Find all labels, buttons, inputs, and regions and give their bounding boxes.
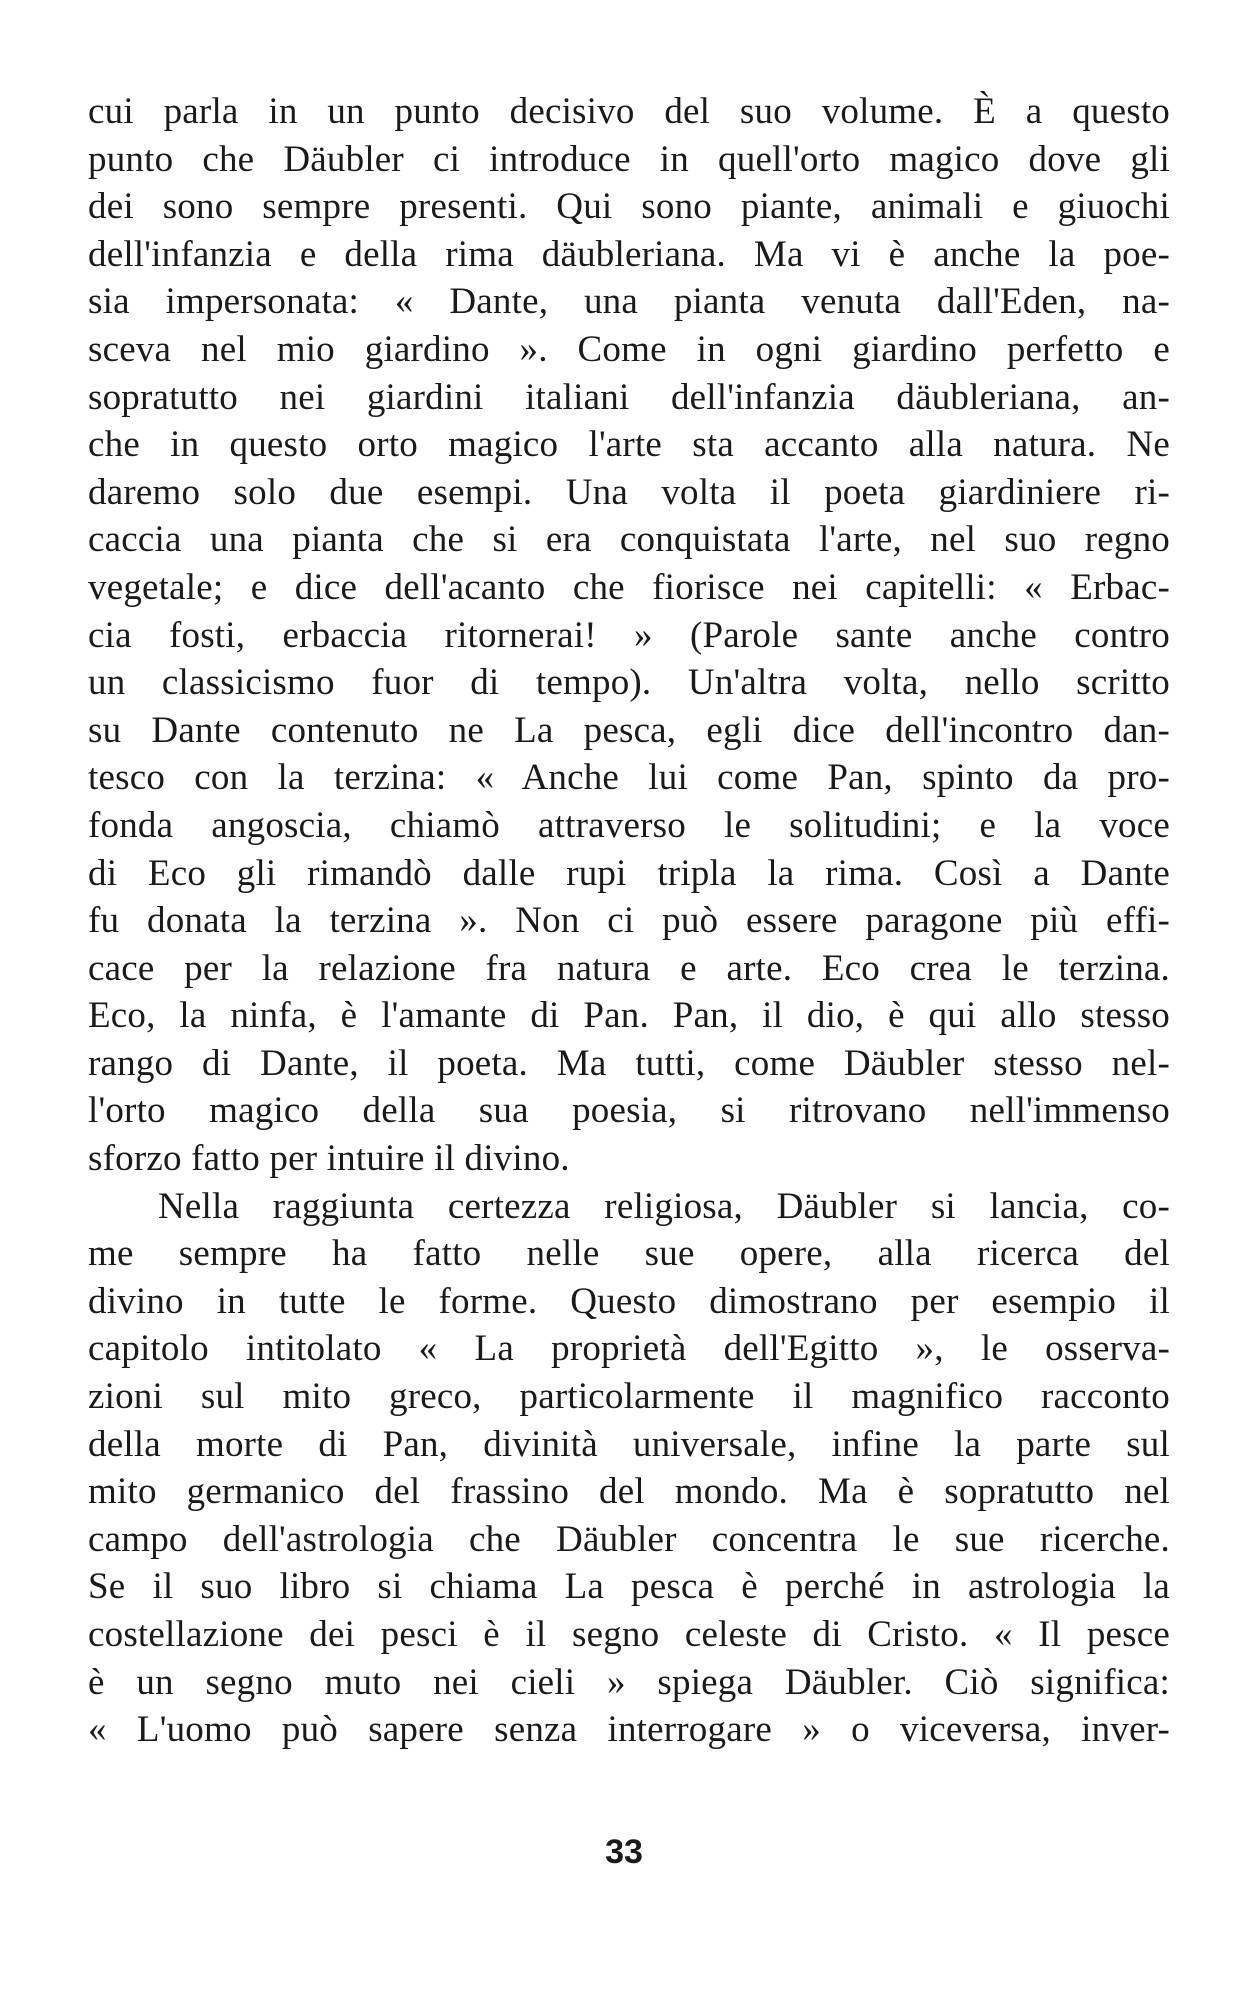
text-line: di Eco gli rimandò dalle rupi tripla la rima. Così a Dante (88, 852, 1170, 894)
text-line: un classicismo fuor di tempo). Un'altra volta, nello scritto (88, 662, 1170, 704)
text-line: dei sono sempre presenti. Qui sono piante, animali e giuochi (88, 186, 1170, 228)
paragraph-2 (88, 1183, 1170, 1754)
text-line: sceva nel mio giardino ». Come in ogni giardino perfetto e (88, 328, 1170, 370)
text-line: che in questo orto magico l'arte sta accanto alla natura. Ne (88, 424, 1170, 466)
text-line: cui parla in un punto decisivo del suo volume. È a questo (88, 91, 1170, 132)
text-line: daremo solo due esempi. Una volta il poeta giardiniere ri- (88, 471, 1170, 513)
text-line: me sempre ha fatto nelle sue opere, alla ricerca del (88, 1233, 1170, 1275)
text-line: costellazione dei pesci è il segno celeste di Cristo. « Il pesce (88, 1614, 1170, 1655)
text-line: Se il suo libro si chiama La pesca è perché in astrologia la (88, 1566, 1170, 1608)
text-line: fu donata la terzina ». Non ci può essere paragone più effi- (88, 900, 1170, 942)
text-line: sia impersonata: « Dante, una pianta venuta dall'Eden, na- (88, 281, 1170, 323)
text-line: cia fosti, erbaccia ritornerai! » (Parole sante anche contro (88, 614, 1170, 656)
text-line: è un segno muto nei cieli » spiega Däubler. Ciò significa: (88, 1661, 1170, 1703)
text-line: l'orto magico della sua poesia, si ritrovano nell'immenso (88, 1090, 1170, 1132)
text-line: punto che Däubler ci introduce in quell'orto magico dove gli (88, 138, 1170, 180)
paragraph-1 (88, 88, 1170, 1183)
text-line: Eco, la ninfa, è l'amante di Pan. Pan, il dio, è qui allo stesso (88, 995, 1170, 1037)
text-line: su Dante contenuto ne La pesca, egli dice dell'incontro dan- (88, 709, 1170, 751)
text-line: caccia una pianta che si era conquistata l'arte, nel suo regno (88, 519, 1170, 561)
text-line: zioni sul mito greco, particolarmente il magnifico racconto (88, 1376, 1170, 1418)
text-line: rango di Dante, il poeta. Ma tutti, come Däubler stesso nel- (88, 1042, 1170, 1084)
text-line: dell'infanzia e della rima däubleriana. Ma vi è anche la poe- (88, 233, 1170, 275)
text-line: cace per la relazione fra natura e arte. Eco crea le terzina. (88, 947, 1170, 989)
text-line: della morte di Pan, divinità universale, infine la parte sul (88, 1423, 1170, 1465)
text-line: Nella raggiunta certezza religiosa, Däubler si lancia, co- (158, 1185, 1170, 1227)
text-line: mito germanico del frassino del mondo. Ma è sopratutto nel (88, 1471, 1170, 1513)
text-line: tesco con la terzina: « Anche lui come Pan, spinto da pro- (88, 757, 1170, 799)
text-line: fonda angoscia, chiamò attraverso le solitudini; e la voce (88, 804, 1170, 846)
page-body (88, 88, 1170, 1754)
text-line: divino in tutte le forme. Questo dimostrano per esempio il (88, 1280, 1170, 1322)
text-line: sforzo fatto per intuire il divino. (88, 1138, 570, 1180)
text-line: capitolo intitolato « La proprietà dell'Egitto », le osserva- (88, 1328, 1170, 1370)
page-number: 33 (605, 1833, 643, 1871)
text-line: « L'uomo può sapere senza interrogare » o viceversa, inver- (88, 1709, 1170, 1751)
text-line: sopratutto nei giardini italiani dell'infanzia däubleriana, an- (88, 376, 1170, 418)
text-line: vegetale; e dice dell'acanto che fiorisce nei capitelli: « Erbac- (88, 566, 1170, 608)
text-line: campo dell'astrologia che Däubler concentra le sue ricerche. (88, 1518, 1170, 1560)
